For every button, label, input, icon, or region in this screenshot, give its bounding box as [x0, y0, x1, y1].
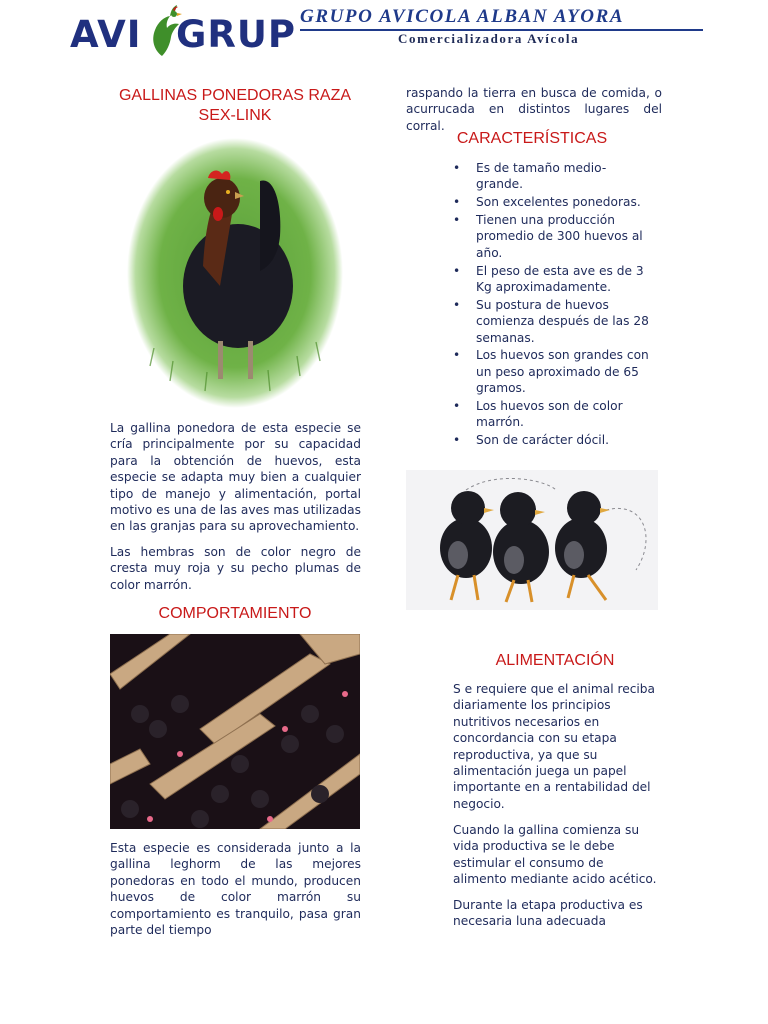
- bullet: •: [453, 433, 461, 448]
- bullet: •: [453, 297, 461, 312]
- caracteristicas-heading: CARACTERÍSTICAS: [456, 130, 608, 147]
- behavior-paragraph: Esta especie es considerada junto a la gallina leghorm de las mejores ponedoras en todo el mundo, producen huevos de color marrón su comportamiento es tranquilo, pasa gran parte del tiempo: [110, 841, 361, 938]
- list-item: • Son excelentes ponedoras.: [453, 195, 641, 210]
- three-chicks-photo: [406, 470, 658, 610]
- bullet: •: [453, 263, 461, 278]
- bullet: •: [453, 195, 461, 210]
- intro-paragraph: La gallina ponedora de esta especie se cría principalmente por su capacidad para la obtención de huevos, esta especie se adapta muy bien a cualquier tipo de manejo y alimentación, portal motivo es una de las aves mas utilizadas en las granjas para su aprovechamiento.: [110, 421, 361, 534]
- feeding-paragraph-2: Cuando la gallina comienza su vida productiva se le debe estimular el consumo de alimento mediante acido acético.: [453, 823, 657, 887]
- chicks-boxes-photo: [110, 634, 360, 829]
- main-title: GALLINAS PONEDORAS RAZA SEX-LINK: [118, 87, 352, 124]
- list-item: • Su postura de huevos comienza después de las 28 semanas.: [453, 297, 649, 345]
- characteristics-list: [453, 160, 653, 450]
- three-chicks-illustration: [406, 470, 658, 610]
- brand-logo: [70, 2, 297, 62]
- feeding-paragraph-3: Durante la etapa productiva es necesaria luna adecuada: [453, 898, 643, 929]
- list-item: • Los huevos son grandes con un peso aproximado de 65 gramos.: [453, 348, 649, 396]
- continuation-paragraph: raspando la tierra en busca de comida, o acurrucada en distintos lugares del corral.: [406, 86, 662, 133]
- company-name: GRUPO AVICOLA ALBAN AYORA: [300, 6, 625, 27]
- hen-photo: [110, 136, 360, 411]
- bullet: •: [453, 399, 461, 414]
- color-paragraph: Las hembras son de color negro de cresta muy roja y su pecho plumas de color marrón.: [110, 545, 361, 592]
- feeding-paragraph-1: S e requiere que el animal reciba diariamente los principios nutritivos necesarios en concordancia con su etapa reproductiva, ya que su alimentación juega un papel importante en a rentabilidad del negocio.: [453, 682, 655, 811]
- alimentacion-heading: ALIMENTACIÓN: [495, 652, 615, 669]
- list-item: • El peso de esta ave es de 3 Kg aproximadamente.: [453, 263, 644, 295]
- chicks-crate-illustration: [110, 634, 360, 829]
- list-item: • Es de tamaño medio-grande.: [453, 161, 607, 192]
- logo-text-avi: AVI: [70, 13, 142, 56]
- bullet: •: [453, 348, 461, 363]
- list-item: • Tienen una producción promedio de 300 huevos al año.: [453, 213, 643, 260]
- header: [0, 0, 768, 70]
- company-subtitle: Comercializadora Avícola: [398, 31, 580, 46]
- comportamiento-heading: COMPORTAMIENTO: [158, 605, 312, 622]
- list-item: • Son de carácter dócil.: [453, 433, 609, 448]
- list-item: • Los huevos son de color marrón.: [453, 399, 623, 430]
- hen-illustration: [110, 136, 360, 411]
- bullet: •: [453, 213, 461, 227]
- bullet: •: [453, 161, 461, 175]
- logo-text-grup: GRUP: [176, 13, 297, 56]
